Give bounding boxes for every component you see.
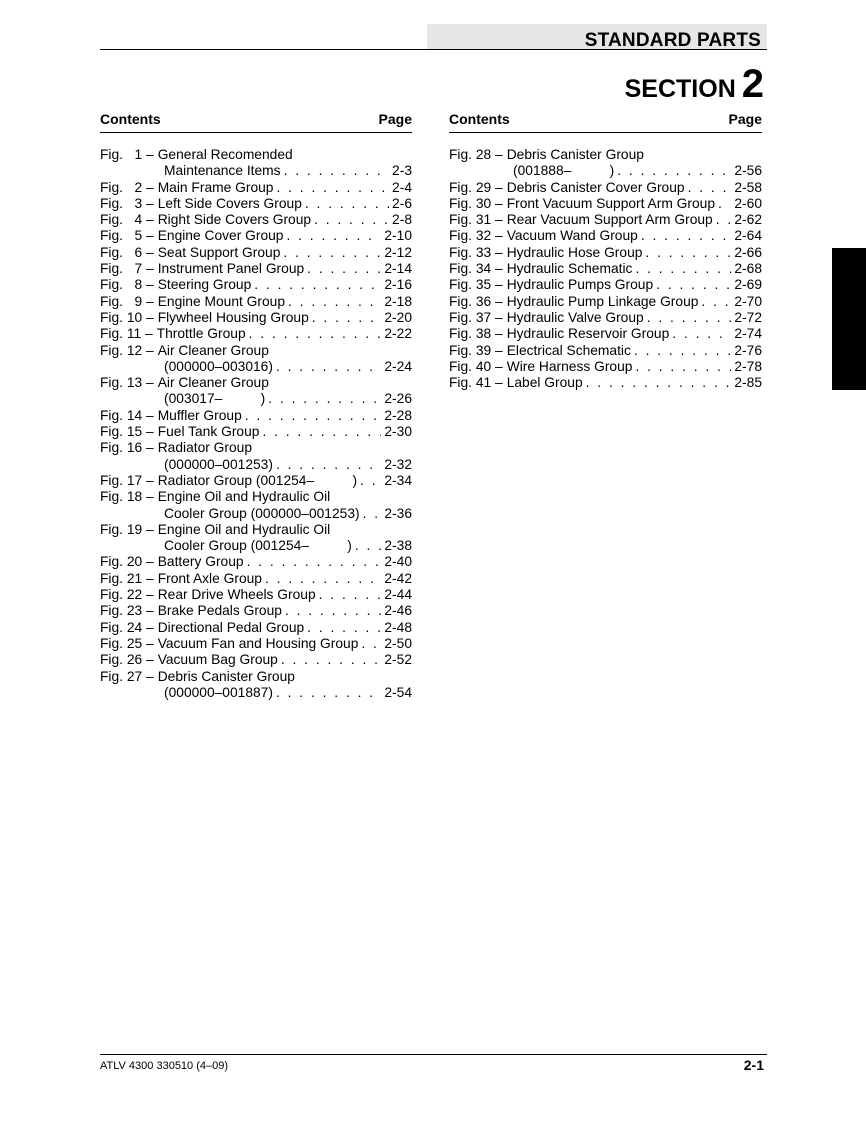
entry-page-number: 2-74	[734, 326, 762, 342]
leader-dots	[276, 359, 381, 375]
entry-page-number: 2-12	[384, 244, 412, 260]
entry-title: Engine Mount Group	[157, 293, 286, 309]
entry-title: Instrument Panel Group	[157, 261, 305, 277]
entry-page-number: 2-24	[384, 358, 412, 374]
leader-dots	[363, 506, 382, 522]
entry-title: Radiator Group (001254– )	[157, 472, 358, 488]
figure-number: Fig. 40 –	[449, 358, 503, 374]
leader-dots	[276, 180, 389, 196]
entry-title: Front Axle Group	[157, 570, 262, 586]
leader-dots	[635, 359, 731, 375]
entry-title: (003017– )	[164, 391, 266, 407]
entry-page-number: 2-16	[384, 277, 412, 293]
contents-list	[100, 147, 412, 701]
leader-dots	[314, 212, 389, 228]
contents-entry	[449, 196, 762, 212]
figure-number: Fig. 8 –	[100, 277, 154, 293]
figure-number: Fig. 6 –	[100, 244, 154, 260]
entry-title: Cooler Group (001254– )	[164, 538, 352, 554]
contents-entry	[100, 180, 412, 196]
entry-title: Engine Cover Group	[157, 228, 284, 244]
footer-doc-id: ATLV 4300 330510 (4–09)	[100, 1060, 229, 1072]
entry-page-number: 2-36	[384, 505, 412, 521]
entry-page-number: 2-78	[734, 358, 762, 374]
entry-title: Hydraulic Reservoir Group	[506, 326, 670, 342]
contents-header	[449, 111, 762, 133]
entry-page-number: 2-68	[734, 261, 762, 277]
entry-page-number: 2-50	[384, 635, 412, 651]
contents-column-left	[100, 111, 412, 701]
entry-page-number: 2-85	[734, 375, 762, 391]
figure-number: Fig. 29 –	[449, 179, 503, 195]
figure-number: Fig. 41 –	[449, 375, 503, 391]
entry-page-number: 2-44	[384, 587, 412, 603]
figure-number: Fig. 36 –	[449, 293, 503, 309]
entry-page-number: 2-32	[384, 456, 412, 472]
contents-entry	[449, 359, 762, 375]
figure-number: Fig. 30 –	[449, 195, 503, 211]
entry-title: Brake Pedals Group	[157, 603, 282, 619]
contents-entry	[100, 489, 412, 505]
entry-page-number: 2-34	[384, 472, 412, 488]
contents-entry	[100, 245, 412, 261]
entry-page-number: 2-38	[384, 538, 412, 554]
leader-dots	[641, 228, 732, 244]
contents-entry	[449, 163, 762, 179]
figure-number: Fig. 1 –	[100, 147, 154, 162]
entry-title: Vacuum Bag Group	[157, 652, 278, 668]
entry-title: Debris Canister Group	[506, 147, 644, 162]
contents-entry	[100, 391, 412, 407]
entry-page-number: 2-22	[384, 326, 412, 342]
figure-number: Fig. 21 –	[100, 570, 154, 586]
entry-page-number: 2-42	[384, 570, 412, 586]
contents-header	[100, 111, 412, 133]
entry-title: Battery Group	[157, 554, 244, 570]
figure-number: Fig. 38 –	[449, 326, 503, 342]
entry-title: Wire Harness Group	[506, 358, 633, 374]
leader-dots	[254, 277, 381, 293]
contents-entry	[100, 375, 412, 391]
leader-dots	[312, 310, 382, 326]
entry-page-number: 2-56	[734, 163, 762, 179]
entry-title: General Recomended	[157, 147, 293, 162]
leader-dots	[265, 571, 381, 587]
leader-dots	[276, 457, 381, 473]
contents-entry	[100, 669, 412, 685]
leader-dots	[634, 343, 731, 359]
entry-title: Muffler Group	[157, 407, 242, 423]
entry-title: Hydraulic Schematic	[506, 261, 633, 277]
figure-number: Fig. 20 –	[100, 554, 154, 570]
contents-entry	[100, 163, 412, 179]
entry-title: Vacuum Wand Group	[506, 228, 638, 244]
contents-entry	[100, 506, 412, 522]
leader-dots	[718, 196, 731, 212]
contents-entry	[100, 408, 412, 424]
leader-dots	[645, 245, 731, 261]
contents-entry	[100, 603, 412, 619]
entry-page-number: 2-30	[384, 424, 412, 440]
section-title	[625, 62, 764, 115]
entry-title: Throttle Group	[156, 326, 246, 342]
figure-number: Fig. 37 –	[449, 309, 503, 325]
entry-title: Maintenance Items	[164, 163, 281, 179]
leader-dots	[288, 294, 381, 310]
contents-entry	[449, 294, 762, 310]
figure-number: Fig. 34 –	[449, 261, 503, 277]
entry-title: Electrical Schematic	[506, 342, 631, 358]
entry-title: (001888– )	[513, 163, 615, 179]
leader-dots	[701, 294, 731, 310]
entry-title: (000000–001253)	[164, 456, 273, 472]
footer-page-number: 2-1	[743, 1057, 764, 1073]
leader-dots	[672, 326, 731, 342]
contents-label: Contents	[449, 111, 510, 127]
section-word: SECTION	[624, 75, 736, 103]
section-tab-marker	[832, 248, 866, 390]
leader-dots	[283, 245, 381, 261]
leader-dots	[647, 310, 732, 326]
contents-entry	[449, 228, 762, 244]
entry-title: Steering Group	[157, 277, 252, 293]
entry-title: Hydraulic Pump Linkage Group	[506, 293, 699, 309]
leader-dots	[716, 212, 732, 228]
entry-page-number: 2-40	[384, 554, 412, 570]
figure-number: Fig. 26 –	[100, 652, 154, 668]
leader-dots	[247, 554, 382, 570]
entry-title: Debris Canister Cover Group	[506, 179, 685, 195]
page-label: Page	[728, 111, 762, 127]
figure-number: Fig. 19 –	[100, 521, 154, 537]
contents-entry	[449, 277, 762, 293]
entry-title: Directional Pedal Group	[157, 619, 305, 635]
entry-title: Engine Oil and Hydraulic Oil	[157, 489, 331, 505]
leader-dots	[262, 424, 381, 440]
leader-dots	[245, 408, 382, 424]
entry-page-number: 2-20	[384, 309, 412, 325]
leader-dots	[268, 391, 381, 407]
figure-number: Fig. 4 –	[100, 212, 154, 228]
entry-page-number: 2-3	[392, 163, 412, 179]
contents-entry	[100, 277, 412, 293]
entry-page-number: 2-14	[384, 261, 412, 277]
figure-number: Fig. 12 –	[100, 342, 154, 358]
entry-title: Label Group	[506, 375, 583, 391]
entry-page-number: 2-58	[734, 179, 762, 195]
entry-page-number: 2-8	[392, 212, 412, 228]
entry-title: Main Frame Group	[157, 179, 274, 195]
figure-number: Fig. 3 –	[100, 195, 154, 211]
figure-number: Fig. 9 –	[100, 293, 154, 309]
contents-entry	[100, 294, 412, 310]
entry-page-number: 2-18	[384, 293, 412, 309]
entry-title: Vacuum Fan and Housing Group	[157, 635, 359, 651]
leader-dots	[305, 196, 389, 212]
contents-entry	[100, 636, 412, 652]
entry-title: Left Side Covers Group	[157, 195, 302, 211]
entry-page-number: 2-76	[734, 342, 762, 358]
contents-entry	[100, 571, 412, 587]
figure-number: Fig. 2 –	[100, 179, 154, 195]
contents-entry	[100, 196, 412, 212]
figure-number: Fig. 35 –	[449, 277, 503, 293]
leader-dots	[281, 652, 382, 668]
entry-title: Flywheel Housing Group	[157, 309, 309, 325]
contents-entry	[449, 375, 762, 391]
contents-entry	[100, 228, 412, 244]
contents-entry	[449, 261, 762, 277]
entry-title: Radiator Group	[157, 440, 253, 456]
leader-dots	[635, 261, 731, 277]
contents-list	[449, 147, 762, 391]
figure-number: Fig. 16 –	[100, 440, 154, 456]
contents-entry	[100, 343, 412, 359]
leader-dots	[656, 277, 731, 293]
leader-dots	[617, 163, 731, 179]
leader-dots	[307, 620, 381, 636]
figure-number: Fig. 11 –	[100, 326, 153, 342]
contents-entry	[449, 326, 762, 342]
contents-entry	[100, 554, 412, 570]
entry-page-number: 2-70	[734, 293, 762, 309]
leader-dots	[688, 180, 732, 196]
entry-page-number: 2-52	[384, 652, 412, 668]
figure-number: Fig. 10 –	[100, 309, 154, 325]
figure-number: Fig. 7 –	[100, 261, 154, 277]
entry-page-number: 2-26	[384, 391, 412, 407]
entry-title: (000000–003016)	[164, 358, 273, 374]
contents-entry	[449, 343, 762, 359]
figure-number: Fig. 24 –	[100, 619, 154, 635]
figure-number: Fig. 25 –	[100, 635, 154, 651]
entry-page-number: 2-54	[384, 684, 412, 700]
entry-page-number: 2-4	[392, 179, 412, 195]
entry-title: Right Side Covers Group	[157, 212, 312, 228]
leader-dots	[360, 473, 381, 489]
contents-entry	[449, 310, 762, 326]
contents-entry	[100, 685, 412, 701]
leader-dots	[284, 163, 389, 179]
leader-dots	[286, 228, 381, 244]
figure-number: Fig. 14 –	[100, 407, 154, 423]
footer-rule	[100, 1054, 767, 1055]
leader-dots	[319, 587, 382, 603]
figure-number: Fig. 39 –	[449, 342, 503, 358]
entry-title: Fuel Tank Group	[157, 424, 260, 440]
contents-entry	[449, 147, 762, 163]
contents-entry	[449, 245, 762, 261]
figure-number: Fig. 31 –	[449, 212, 503, 228]
figure-number: Fig. 18 –	[100, 489, 154, 505]
entry-title: Debris Canister Group	[157, 668, 295, 684]
figure-number: Fig. 33 –	[449, 244, 503, 260]
entry-page-number: 2-66	[734, 244, 762, 260]
entry-title: Seat Support Group	[157, 244, 281, 260]
figure-number: Fig. 17 –	[100, 472, 154, 488]
figure-number: Fig. 27 –	[100, 668, 154, 684]
contents-entry	[100, 424, 412, 440]
leader-dots	[276, 685, 381, 701]
contents-entry	[100, 522, 412, 538]
entry-title: Cooler Group (000000–001253)	[164, 505, 360, 521]
contents-entry	[100, 310, 412, 326]
contents-entry	[100, 620, 412, 636]
contents-entry	[100, 457, 412, 473]
section-number: 2	[741, 62, 764, 106]
contents-entry	[100, 587, 412, 603]
contents-column-right	[449, 111, 762, 391]
entry-title: Rear Vacuum Support Arm Group	[506, 212, 713, 228]
figure-number: Fig. 5 –	[100, 228, 154, 244]
entry-page-number: 2-46	[384, 603, 412, 619]
contents-entry	[100, 538, 412, 554]
contents-entry	[100, 652, 412, 668]
leader-dots	[586, 375, 732, 391]
entry-page-number: 2-28	[384, 407, 412, 423]
entry-page-number: 2-6	[392, 195, 412, 211]
leader-dots	[355, 538, 381, 554]
entry-title: Rear Drive Wheels Group	[157, 587, 316, 603]
entry-title: Air Cleaner Group	[157, 375, 269, 391]
figure-number: Fig. 22 –	[100, 587, 154, 603]
figure-number: Fig. 23 –	[100, 603, 154, 619]
contents-entry	[100, 359, 412, 375]
contents-entry	[449, 212, 762, 228]
contents-entry	[100, 261, 412, 277]
entry-page-number: 2-10	[384, 228, 412, 244]
figure-number: Fig. 32 –	[449, 228, 503, 244]
entry-title: (000000–001887)	[164, 684, 273, 700]
entry-title: Front Vacuum Support Arm Group	[506, 195, 716, 211]
figure-number: Fig. 13 –	[100, 375, 154, 391]
contents-entry	[100, 326, 412, 342]
page-label: Page	[378, 111, 412, 127]
figure-number: Fig. 28 –	[449, 147, 503, 162]
leader-dots	[285, 603, 381, 619]
entry-title: Hydraulic Hose Group	[506, 244, 643, 260]
page-header-title: STANDARD PARTS	[584, 30, 761, 51]
contents-entry	[100, 147, 412, 163]
entry-page-number: 2-60	[734, 195, 762, 211]
entry-title: Engine Oil and Hydraulic Oil	[157, 521, 331, 537]
leader-dots	[361, 636, 381, 652]
entry-page-number: 2-48	[384, 619, 412, 635]
leader-dots	[249, 326, 382, 342]
contents-entry	[100, 212, 412, 228]
leader-dots	[307, 261, 381, 277]
contents-label: Contents	[100, 111, 161, 127]
entry-title: Hydraulic Pumps Group	[506, 277, 654, 293]
figure-number: Fig. 15 –	[100, 424, 154, 440]
entry-page-number: 2-64	[734, 228, 762, 244]
contents-entry	[100, 440, 412, 456]
entry-page-number: 2-72	[734, 309, 762, 325]
entry-title: Air Cleaner Group	[157, 342, 269, 358]
contents-entry	[449, 180, 762, 196]
entry-page-number: 2-69	[734, 277, 762, 293]
contents-entry	[100, 473, 412, 489]
entry-page-number: 2-62	[734, 212, 762, 228]
entry-title: Hydraulic Valve Group	[506, 309, 644, 325]
